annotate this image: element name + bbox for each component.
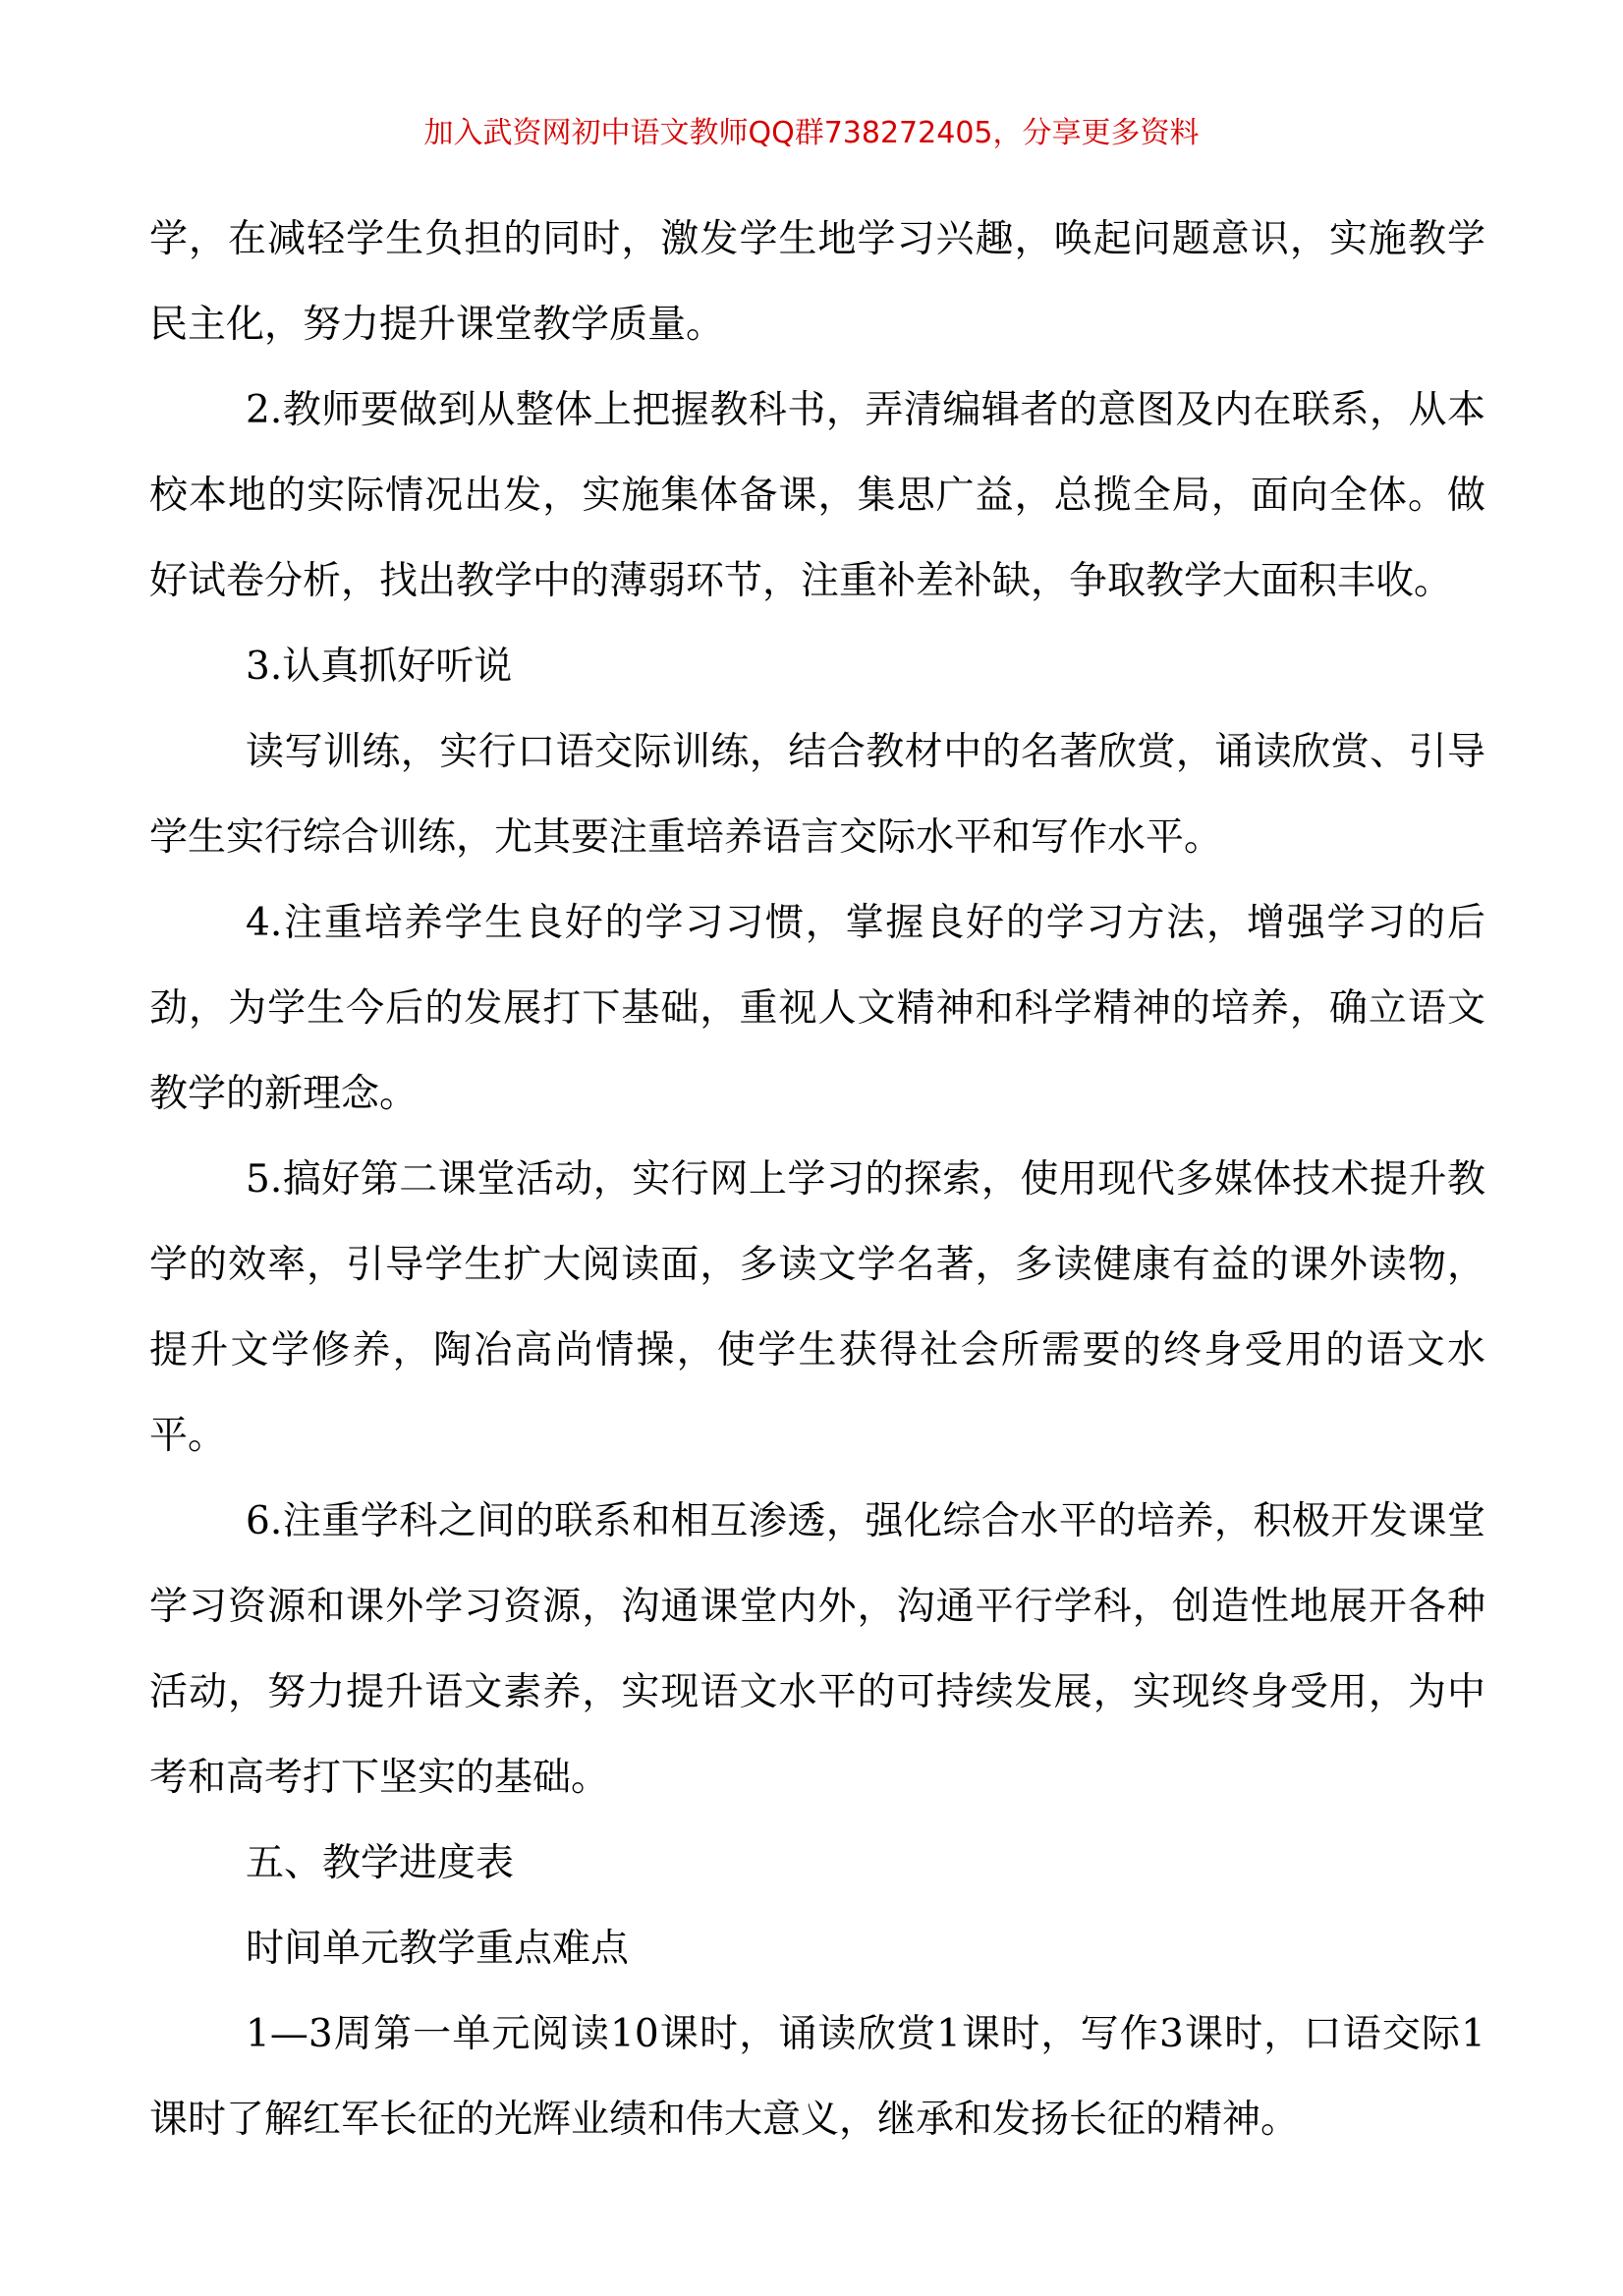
paragraph-item-6: 6.注重学科之间的联系和相互渗透，强化综合水平的培养，积极开发课堂学习资源和课外学习资源，沟通课堂内外，沟通平行学科，创造性地展开各种活动，努力提升语文素养，实现语文水平的可持续发展，实现终身受用，为中考和高考打下坚实的基础。 xyxy=(149,1499,1485,1800)
header-note: 加入武资网初中语文教师QQ群738272405，分享更多资料 xyxy=(423,116,1200,150)
paragraph-item-4: 4.注重培养学生良好的学习习惯，掌握良好的学习方法，增强学习的后劲，为学生今后的发展打下基础，重视人文精神和科学精神的培养，确立语文教学的新理念。 xyxy=(149,901,1485,1116)
schedule-table-header: 时间单元教学重点难点 xyxy=(246,1927,630,1971)
paragraph-item-5: 5.搞好第二课堂活动，实行网上学习的探索，使用现代多媒体技术提升教学的效率，引导学生扩大阅读面，多读文学名著，多读健康有益的课外读物，提升文学修养，陶冶高尚情操，使学生获得社会所需要的终身受用的语文水平。 xyxy=(149,1157,1485,1458)
paragraph-continuation: 学，在减轻学生负担的同时，激发学生地学习兴趣，唤起问题意识，实施教学民主化，努力提升课堂教学质量。 xyxy=(149,217,1485,347)
paragraph-item-3-body: 读写训练，实行口语交际训练，结合教材中的名著欣赏，诵读欣赏、引导学生实行综合训练，尤其要注重培养语言交际水平和写作水平。 xyxy=(149,730,1485,860)
section-heading-schedule: 五、教学进度表 xyxy=(246,1841,515,1885)
document-body xyxy=(149,196,1485,2162)
paragraph-item-2: 2.教师要做到从整体上把握教科书，弄清编辑者的意图及内在联系，从本校本地的实际情况出发，实施集体备课，集思广益，总揽全局，面向全体。做好试卷分析，找出教学中的薄弱环节，注重补差补缺，争取教学大面积丰收。 xyxy=(149,388,1485,603)
schedule-row-weeks-1-3: 1—3周第一单元阅读10课时，诵读欣赏1课时，写作3课时，口语交际1课时了解红军长征的光辉业绩和伟大意义，继承和发扬长征的精神。 xyxy=(149,2012,1485,2142)
paragraph-item-3-heading: 3.认真抓好听说 xyxy=(246,644,513,689)
